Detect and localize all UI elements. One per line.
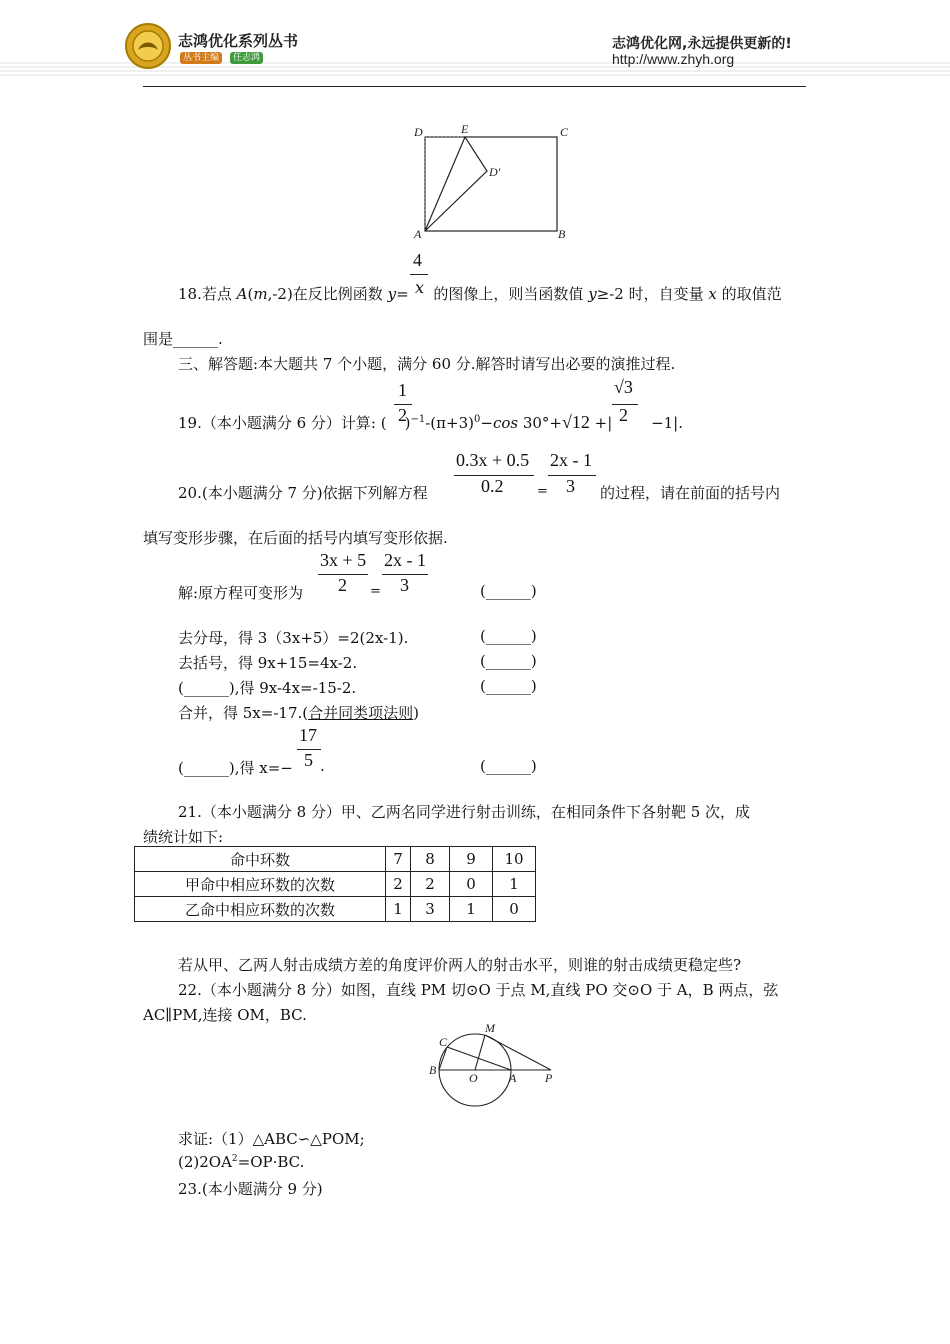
table-header-cell: 7	[386, 847, 411, 872]
q20-line1-start: 20.(本小题满分 7 分)依据下列解方程	[178, 484, 428, 502]
q18-frac-den: x	[415, 278, 425, 297]
sol-s6-text-b: .	[320, 757, 325, 775]
sol-s3-blank[interactable]: (______)	[480, 652, 537, 670]
table-cell: 2	[411, 872, 450, 897]
fig1-label-c: C	[560, 125, 569, 139]
q22-prove1: 求证:（1）△ABC∽△POM;	[178, 1130, 365, 1148]
figure-circle-tangent	[425, 1020, 560, 1108]
sol-s1-right-den: 3	[400, 575, 409, 595]
table-cell: 甲命中相应环数的次数	[135, 872, 386, 897]
sol-s1-text: 解:原方程可变形为	[178, 584, 304, 602]
sol-s1-left-den: 2	[338, 575, 347, 595]
sol-s4-text[interactable]: (______),得 9x-4x=-15-2.	[178, 679, 357, 697]
q20-right-den: 3	[566, 476, 575, 496]
fig2-label-p: P	[545, 1071, 553, 1085]
q20-right-num: 2x - 1	[550, 450, 592, 470]
sol-s4-blank[interactable]: (______)	[480, 677, 537, 695]
fig2-label-b: B	[429, 1063, 437, 1077]
sol-s6-frac-num: 17	[299, 725, 317, 745]
table-cell: 1	[493, 872, 536, 897]
table-cell: 1	[386, 897, 411, 922]
fig1-label-e: E	[461, 122, 469, 136]
sol-s1-left-num: 3x + 5	[320, 550, 367, 570]
fig1-label-a: A	[414, 227, 422, 241]
q21-line1: 21.（本小题满分 8 分）甲、乙两名同学进行射击训练，在相同条件下各射靶 5 次，成	[178, 803, 751, 821]
sol-s1-blank[interactable]: (______)	[480, 582, 537, 600]
fig2-label-m: M	[485, 1021, 495, 1035]
q22-prove2: $(2)2OA^2=OP\cdot BC$.	[178, 1153, 305, 1171]
q21-question: 若从甲、乙两人射击成绩方差的角度评价两人的射击水平，则谁的射击成绩更稳定些?	[178, 956, 742, 974]
sol-s6-text-a[interactable]: (______),得 x=−	[178, 759, 293, 777]
q18-frac-bar	[410, 274, 428, 275]
q18-line1: 18.若点 A(m,-2)在反比例函数 y= 的图像上，则当函数值 y≥-2 时，自变量 x 的取值范	[178, 285, 782, 303]
header-divider	[143, 86, 806, 87]
sol-s1-right-num: 2x - 1	[384, 550, 426, 570]
sol-s1-equals: =	[370, 584, 381, 599]
q20-left-num: 0.3x + 0.5	[456, 450, 530, 470]
figure-folded-rectangle	[400, 120, 580, 245]
q20-left-den: 0.2	[481, 476, 504, 496]
table-cell: 1	[450, 897, 493, 922]
q20-line2: 填写变形步骤，在后面的括号内填写变形依据.	[143, 529, 448, 547]
q19-frac2-num: √3	[614, 377, 633, 397]
fig1-label-d: D	[414, 125, 423, 139]
table-cell: 3	[411, 897, 450, 922]
fig2-label-a: A	[509, 1071, 517, 1085]
q19-frac1-num: 1	[398, 380, 407, 400]
sol-s6-blank[interactable]: (______)	[480, 757, 537, 775]
q19-line: 19.（本小题满分 6 分）计算: ( )$^{-1}-(\pi+3)^0-\cos$ 30°+√12 +| −1|.	[178, 412, 683, 432]
sol-s3-text: 去括号，得 9x+15=4x-2.	[178, 654, 358, 672]
q18-line2: 围是______.	[143, 330, 223, 348]
q22-line1: 22.（本小题满分 8 分）如图，直线 PM 切⊙O 于点 M,直线 PO 交⊙O 于 A，B 两点，弦	[178, 981, 779, 999]
table-row	[135, 897, 536, 922]
q21-line2: 绩统计如下:	[143, 828, 224, 846]
q23-heading: 23.(本小题满分 9 分)	[178, 1180, 323, 1198]
q22-line2: AC∥PM,连接 OM，BC.	[143, 1006, 307, 1024]
table-header-cell: 命中环数	[135, 847, 386, 872]
fig1-label-dprime: D′	[489, 165, 501, 179]
q20-line1-end: 的过程，请在前面的括号内	[600, 484, 781, 502]
q19-frac1-den: 2	[398, 405, 407, 425]
table-header-cell: 10	[493, 847, 536, 872]
sol-s2-blank[interactable]: (______)	[480, 627, 537, 645]
table-header-cell: 9	[450, 847, 493, 872]
editor-badge-name: 任志鸿	[230, 52, 263, 64]
table-row	[135, 872, 536, 897]
table-cell: 乙命中相应环数的次数	[135, 897, 386, 922]
site-slogan: 志鸿优化网,永远提供更新的!	[612, 36, 792, 52]
site-url[interactable]: http://www.zhyh.org	[612, 51, 735, 67]
q19-frac2-den: 2	[619, 405, 628, 425]
sol-s6-frac-den: 5	[304, 750, 313, 770]
fig1-label-b: B	[558, 227, 566, 241]
table-header-cell: 8	[411, 847, 450, 872]
series-title: 志鸿优化系列丛书	[178, 32, 299, 50]
fig2-label-c: C	[439, 1035, 448, 1049]
editor-badge-label: 丛书主编	[180, 52, 222, 64]
table-cell: 0	[450, 872, 493, 897]
q20-equals: =	[537, 484, 548, 499]
sol-s5-text: 合并，得 5x=-17.(合并同类项法则)	[178, 704, 419, 722]
fig2-label-o: O	[469, 1071, 478, 1085]
table-cell: 2	[386, 872, 411, 897]
shooting-stats-table	[134, 846, 536, 922]
q18-frac-num: 4	[413, 250, 422, 270]
section-three-heading: 三、解答题:本大题共 7 个小题，满分 60 分.解答时请写出必要的演推过程.	[178, 355, 676, 373]
table-header-row	[135, 847, 536, 872]
publisher-logo	[124, 22, 172, 70]
table-cell: 0	[493, 897, 536, 922]
sol-s2-text: 去分母，得 3（3x+5）=2(2x-1).	[178, 629, 409, 647]
